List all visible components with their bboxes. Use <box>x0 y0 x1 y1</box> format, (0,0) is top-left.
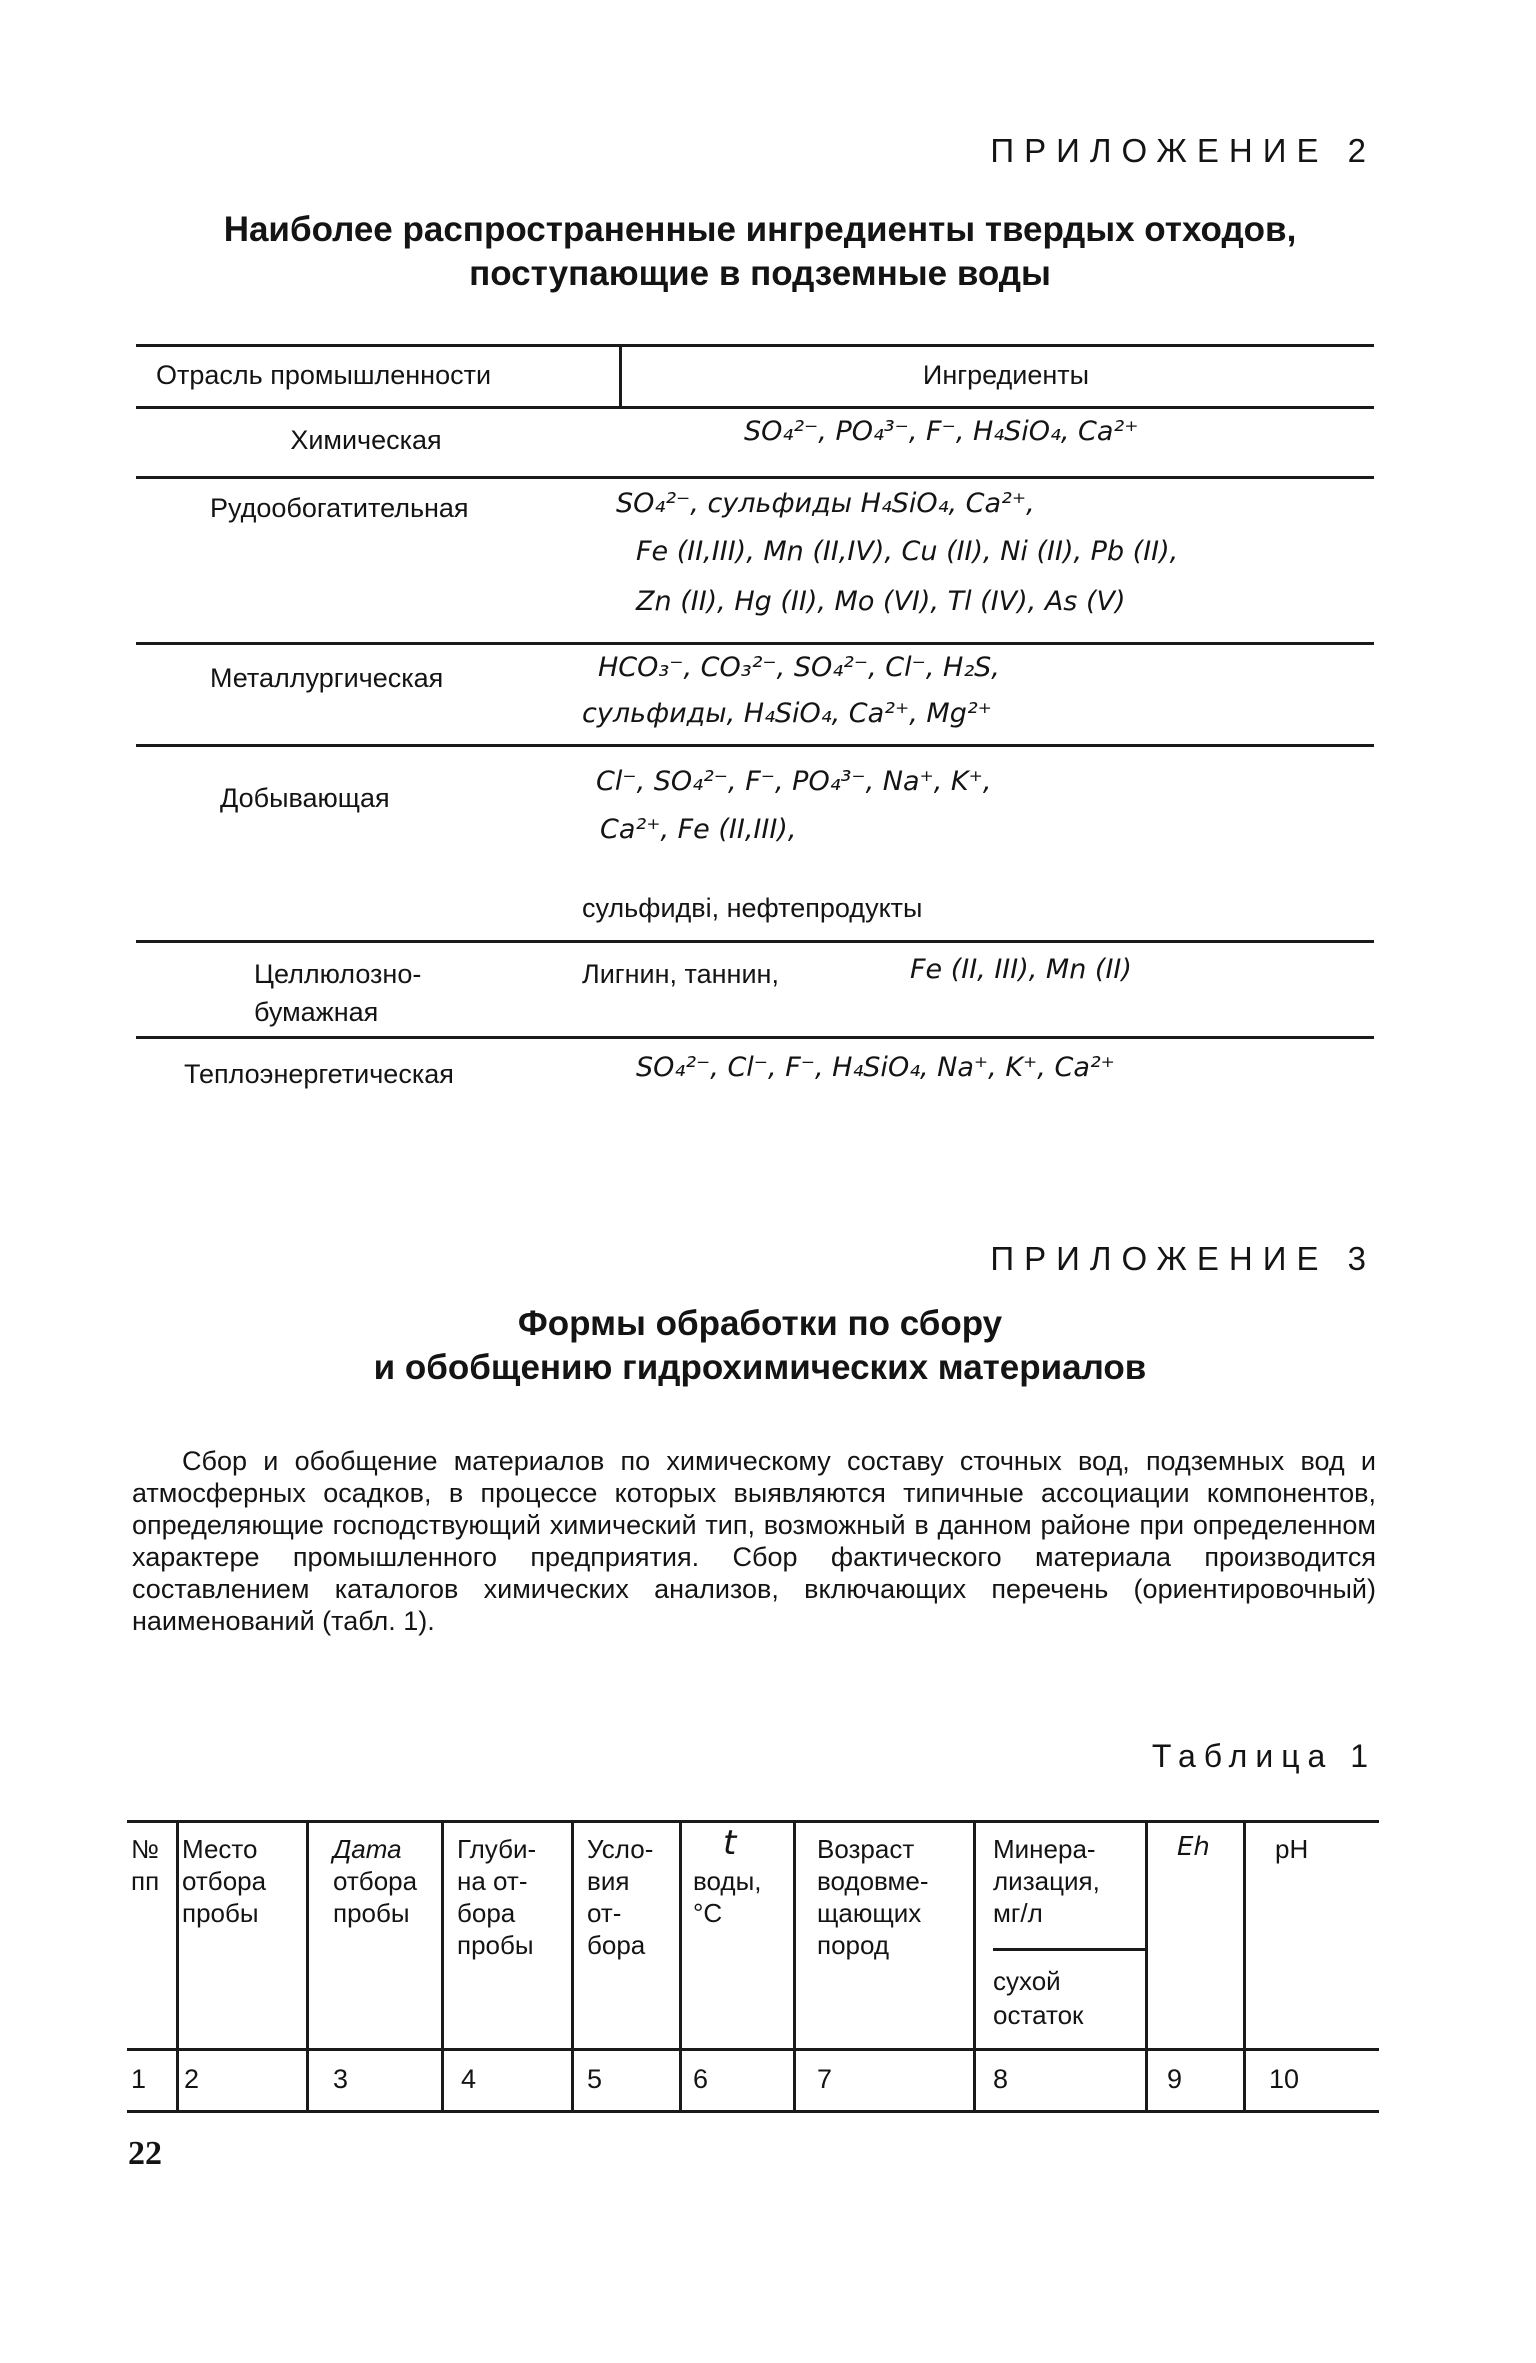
industry-chemical: Химическая <box>290 425 442 455</box>
column-number: 7 <box>817 2064 833 2094</box>
industry-mining: Добывающая <box>220 783 390 813</box>
header-age-3: щающих <box>817 1898 922 1928</box>
table-1-label: Таблица 1 <box>1151 1738 1376 1774</box>
header-mineral-3: мг/л <box>993 1898 1043 1928</box>
page-number: 22 <box>128 2135 162 2172</box>
header-number-2: пп <box>131 1866 160 1896</box>
industry-ore-dressing: Рудообогатительная <box>210 493 469 523</box>
column-number: 8 <box>993 2064 1009 2094</box>
column-number: 3 <box>333 2064 349 2094</box>
sampling-form-table <box>127 1820 1379 2130</box>
column-number: 10 <box>1269 2064 1300 2094</box>
header-number-1: № <box>131 1834 159 1864</box>
ingredients-metallurgical-1: HCO₃⁻, CO₃²⁻, SO₄²⁻, Cl⁻, H₂S, <box>598 652 1000 683</box>
header-temp-1: t <box>723 1823 737 1863</box>
ingredients-pulp-paper-2: Fe (II, III), Mn (II) <box>910 954 1132 985</box>
appendix-3-paragraph: Сбор и обобщение материалов по химическому составу сточных вод, подземных вод и атмосферных осадков, в процессе которых выявляются типичные ассоциации компонентов, определяющие господствующий химический тип, возможный в данном районе при определенном характере промышленного предприятия. Сбор фактического материала производится составлением каталогов химических анализов, включающих перечень (ориентировочный) наименований (табл. 1). <box>132 1446 1376 1636</box>
column-number: 5 <box>587 2064 603 2094</box>
appendix-2-label: ПРИЛОЖЕНИЕ 2 <box>990 132 1376 169</box>
header-age-4: пород <box>817 1930 890 1960</box>
column-number: 6 <box>693 2064 709 2094</box>
header-mineral-1: Минера- <box>993 1834 1096 1864</box>
appendix-3-label: ПРИЛОЖЕНИЕ 3 <box>990 1240 1376 1277</box>
header-age-2: водовме- <box>817 1866 929 1896</box>
header-temp-3: °C <box>693 1898 723 1928</box>
header-depth-2: на от- <box>457 1866 528 1896</box>
header-date-2: отбора <box>333 1866 418 1896</box>
ingredients-chemical: SO₄²⁻, PO₄³⁻, F⁻, H₄SiO₄, Ca²⁺ <box>744 416 1139 447</box>
header-conditions-1: Усло- <box>587 1834 654 1864</box>
ingredients-pulp-paper-1: Лигнин, таннин, <box>582 959 779 989</box>
ingredients-ore-dressing-1: SO₄²⁻, сульфиды H₄SiO₄, Ca²⁺, <box>616 488 1035 519</box>
ingredients-metallurgical-2: сульфиды, H₄SiO₄, Ca²⁺, Mg²⁺ <box>582 698 992 729</box>
header-date-3: пробы <box>333 1898 410 1928</box>
industry-metallurgical: Металлургическая <box>210 663 444 693</box>
header-depth-3: бора <box>457 1898 516 1928</box>
header-place-2: отбора <box>182 1866 267 1896</box>
appendix-2-title-line1: Наиболее распространенные ингредиенты твердых отходов, <box>223 210 1297 249</box>
ingredients-mining-1: Cl⁻, SO₄²⁻, F⁻, PO₄³⁻, Na⁺, K⁺, <box>596 766 992 797</box>
column-number: 9 <box>1167 2064 1183 2094</box>
header-depth-4: пробы <box>457 1930 534 1960</box>
ingredients-mining-3: сульфидві, нефтепродукты <box>582 893 923 923</box>
header-date-1: Дата <box>333 1834 402 1864</box>
header-conditions-3: от- <box>587 1898 622 1928</box>
appendix-2-title-line2: поступающие в подземные воды <box>469 254 1051 293</box>
ingredients-mining-2: Ca²⁺, Fe (II,III), <box>600 814 797 845</box>
header-temp-2: воды, <box>693 1866 762 1896</box>
column-number: 2 <box>184 2064 200 2094</box>
header-place-3: пробы <box>182 1898 259 1928</box>
industry-pulp-paper-1: Целлюлозно- <box>254 959 422 989</box>
subheader-dry-1: сухой <box>993 1966 1061 1996</box>
header-eh: Eh <box>1177 1832 1210 1862</box>
subheader-dry-2: остаток <box>993 2000 1084 2030</box>
column-number: 1 <box>131 2064 147 2094</box>
header-age-1: Возраст <box>817 1834 915 1864</box>
industry-pulp-paper-2: бумажная <box>254 997 379 1027</box>
header-place-1: Место <box>182 1834 258 1864</box>
ingredients-ore-dressing-2: Fe (II,III), Mn (II,IV), Cu (II), Ni (II), Pb (II), <box>636 536 1179 567</box>
header-conditions-2: вия <box>587 1866 630 1896</box>
header-conditions-4: бора <box>587 1930 646 1960</box>
col-header-industry: Отрасль промышленности <box>156 360 492 390</box>
industry-thermal-power: Теплоэнергетическая <box>184 1059 454 1089</box>
header-ph: pH <box>1275 1834 1309 1864</box>
header-depth-1: Глуби- <box>457 1834 537 1864</box>
column-number: 4 <box>461 2064 477 2094</box>
col-header-ingredients: Ингредиенты <box>922 360 1090 390</box>
appendix-3-title-line1: Формы обработки по сбору <box>517 1304 1003 1343</box>
appendix-3-title-line2: и обобщению гидрохимических материалов <box>373 1348 1147 1387</box>
ingredients-thermal-power: SO₄²⁻, Cl⁻, F⁻, H₄SiO₄, Na⁺, K⁺, Ca²⁺ <box>636 1052 1115 1083</box>
ingredients-ore-dressing-3: Zn (II), Hg (II), Mo (VI), Tl (IV), As (V) <box>636 586 1126 617</box>
header-mineral-2: лизация, <box>993 1866 1100 1896</box>
